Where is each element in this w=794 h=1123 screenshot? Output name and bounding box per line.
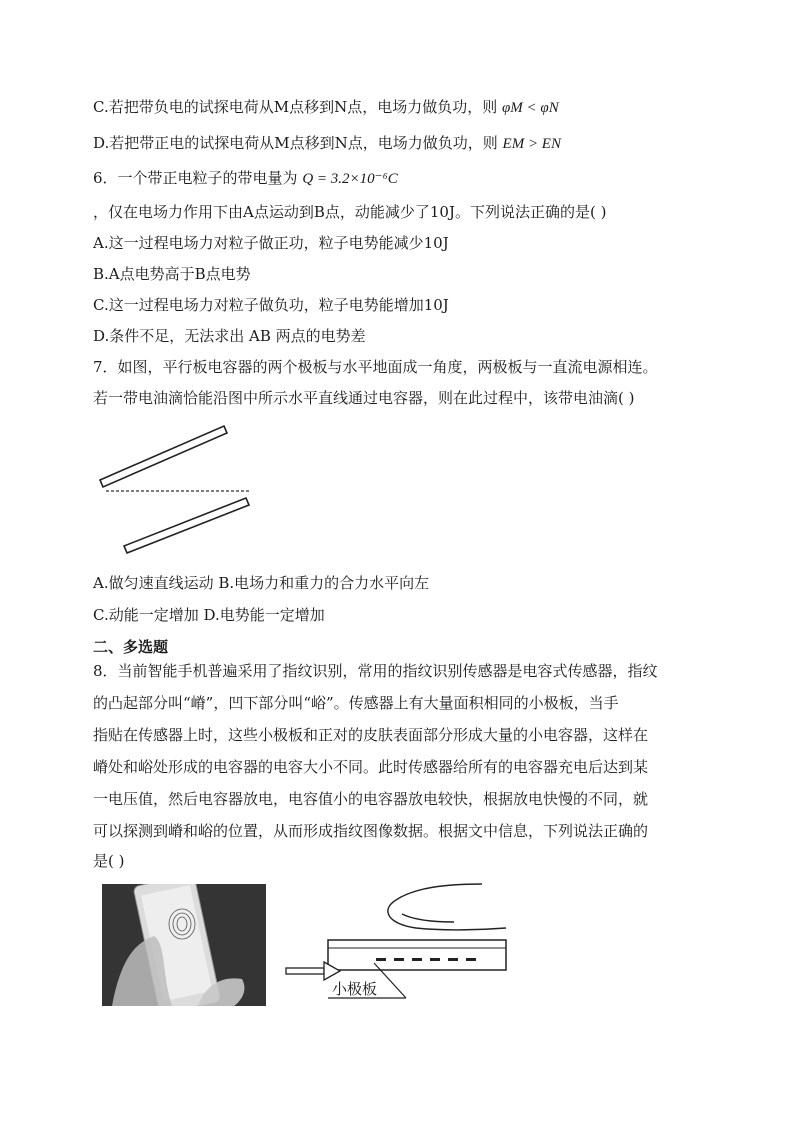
q7-stem-line2: 若一带电油滴恰能沿图中所示水平直线通过电容器，则在此过程中，该带电油滴( ) [93,389,635,407]
q6-stem-prefix: 6．一个带正电粒子的带电量为 [93,169,298,187]
q8-line-4: 嵴处和峪处形成的电容器的电容大小不同。此时传感器给所有的电容器充电后达到某 [93,758,649,776]
q8-line-2: 的凸起部分叫“嵴”，凹下部分叫“峪”。传感器上有大量面积相同的小极板，当手 [93,694,619,712]
capacitor-plates-figure [96,418,266,558]
q5-option-d [93,133,561,154]
q7-options-cd: C.动能一定增加 D.电势能一定增加 [93,606,325,624]
fingerprint-sensor-diagram [284,878,514,1010]
small-plate-label: 小极板 [332,980,378,998]
q8-line-5: 一电压值，然后电容器放电，电容值小的电容器放电较快，根据放电快慢的不同，就 [93,790,649,808]
q5-option-c-text: C.若把带负电的试探电荷从M点移到N点，电场力做负功，则 [93,98,498,116]
q7-options-ab: A.做匀速直线运动 B.电场力和重力的合力水平向左 [93,574,430,592]
q5-option-c [93,97,559,118]
q5-option-d-math: EM > EN [502,136,561,152]
q8-line-1: 8．当前智能手机普遍采用了指纹识别，常用的指纹识别传感器是电容式传感器，指纹 [93,662,658,680]
q5-option-d-text: D.若把带正电的试探电荷从M点移到N点，电场力做负功，则 [93,134,498,152]
q6-stem-line1 [93,168,398,189]
upper-plate [100,426,227,487]
q8-line-6: 可以探测到嵴和峪的位置，从而形成指纹图像数据。根据文中信息，下列说法正确的 [93,822,649,840]
lower-plate [124,498,249,553]
q7-stem-line1: 7．如图，平行板电容器的两个极板与水平地面成一角度，两极板与一直流电源相连。 [93,358,658,376]
q5-option-c-math: φM < φN [501,100,559,116]
q6-option-b: B.A点电势高于B点电势 [93,265,251,283]
q6-stem-line2: ，仅在电场力作用下由A点运动到B点，动能减少了10J。下列说法正确的是( ) [93,203,607,221]
sensor-body [328,940,506,970]
q6-option-d: D.条件不足，无法求出 AB 两点的电势差 [93,327,366,345]
q8-line-3: 指贴在传感器上时，这些小极板和正对的皮肤表面部分形成大量的小电容器，这样在 [93,726,649,744]
q6-option-c: C.这一过程电场力对粒子做负功，粒子电势能增加10J [93,296,449,314]
q8-line-7: 是( ) [93,852,125,870]
fingerprint-phone-photo [102,884,266,1006]
finger-outline [388,884,506,930]
section-title-multiple-choice: 二、多选题 [93,638,169,656]
q6-charge-math: Q = 3.2×10⁻⁶C [302,171,398,187]
q6-option-a: A.这一过程电场力对粒子做正功，粒子电势能减少10J [93,234,449,252]
